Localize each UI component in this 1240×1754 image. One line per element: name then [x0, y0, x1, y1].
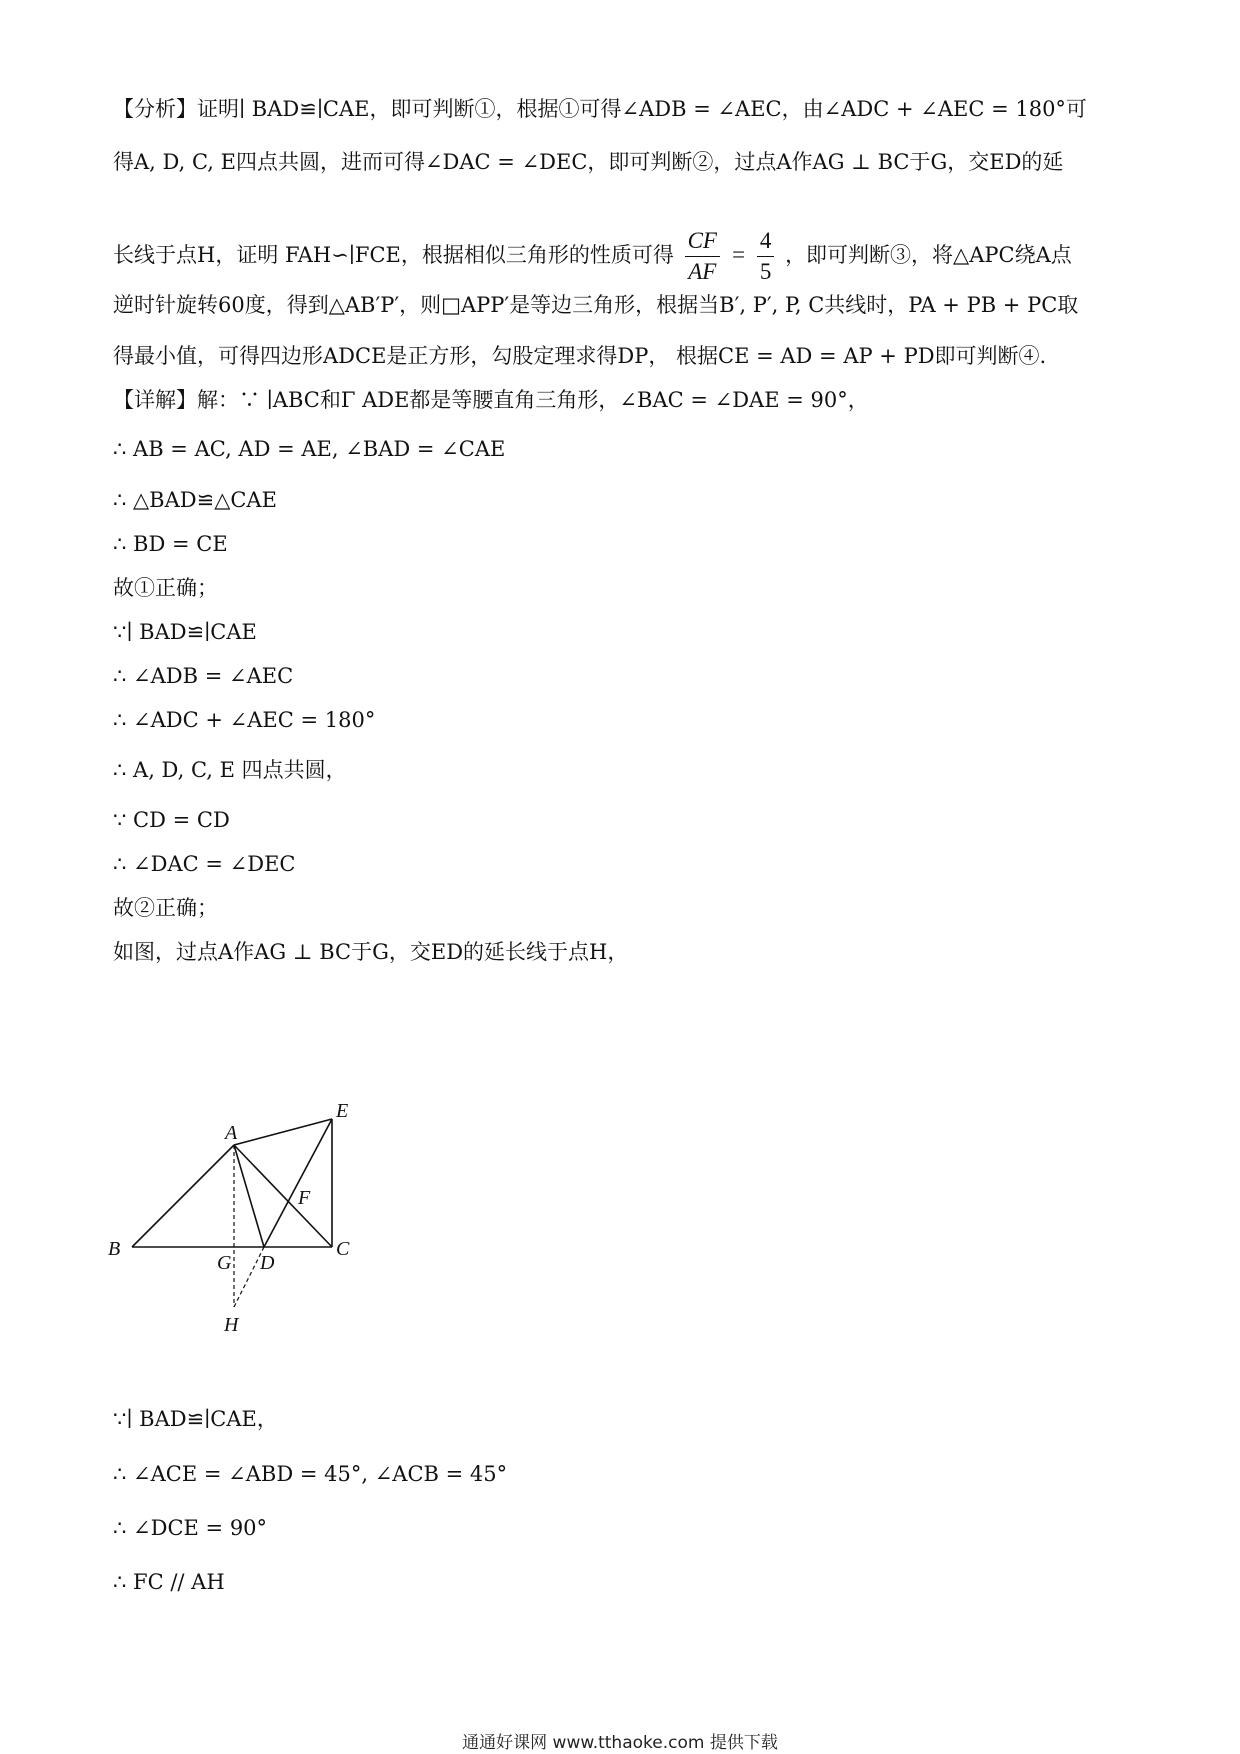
fraction-numerator: CF	[685, 226, 720, 257]
segment-AB	[132, 1145, 234, 1247]
analysis-line-4: 逆时针旋转60度，得到△AB′P′，则□APP′是等边三角形，根据当B′, P′, P, C共线时，PA + PB + PC取	[113, 293, 1079, 317]
segment-AE	[234, 1119, 332, 1145]
detail-step-2: ∴ △BAD≌△CAE	[113, 488, 277, 512]
detail-step-14: ∴ ∠ACE = ∠ABD = 45°, ∠ACB = 45°	[113, 1462, 508, 1486]
analysis-line-3-text: 长线于点H，证明 FAH∽∣FCE，根据相似三角形的性质可得	[113, 243, 674, 267]
label-F: F	[298, 1187, 311, 1209]
label-A: A	[225, 1122, 238, 1144]
label-E: E	[336, 1100, 349, 1122]
label-H: H	[224, 1314, 239, 1336]
detail-step-15: ∴ ∠DCE = 90°	[113, 1516, 268, 1540]
detail-step-13: ∵∣ BAD≌∣CAE，	[113, 1407, 278, 1431]
analysis-line-5: 得最小值，可得四边形ADCE是正方形，勾股定理求得DP， 根据CE = AD = AP + PD即可判断④.	[113, 344, 1047, 368]
label-G: G	[217, 1252, 232, 1274]
analysis-line-2: 得A, D, C, E四点共圆，进而可得∠DAC = ∠DEC，即可判断②，过点A作AG ⊥ BC于G，交ED的延	[113, 150, 1064, 174]
detail-step-9: ∵ CD = CD	[113, 808, 230, 832]
detail-step-10: ∴ ∠DAC = ∠DEC	[113, 852, 296, 876]
analysis-line-1: 【分析】证明∣ BAD≌∣CAE，即可判断①，根据①可得∠ADB = ∠AEC，由∠ADC + ∠AEC = 180°可	[113, 97, 1087, 121]
segment-DE	[264, 1119, 332, 1247]
detail-step-8: ∴ A, D, C, E 四点共圆，	[113, 758, 347, 782]
detail-step-6: ∴ ∠ADB = ∠AEC	[113, 664, 294, 688]
fraction-cf-af	[685, 226, 720, 287]
geometry-figure	[100, 1095, 380, 1345]
detail-step-11: 故②正确；	[113, 896, 218, 920]
fraction-equals: =	[730, 242, 747, 267]
analysis-line-3-tail: ，即可判断③，将△APC绕A点	[785, 243, 1072, 267]
label-B: B	[108, 1238, 121, 1260]
detail-step-3: ∴ BD = CE	[113, 532, 228, 556]
detail-step-16: ∴ FC // AH	[113, 1570, 225, 1594]
footer-download-note: 通通好课网 www.tthaoke.com 提供下载	[462, 1733, 778, 1753]
label-D: D	[260, 1252, 275, 1274]
detail-step-5: ∵∣ BAD≌∣CAE	[113, 620, 257, 644]
detail-step-1: ∴ AB = AC, AD = AE, ∠BAD = ∠CAE	[113, 437, 506, 461]
fraction-denominator: AF	[688, 259, 717, 284]
detail-intro: 【详解】解：∵ ∣ABC和Γ ADE都是等腰直角三角形，∠BAC = ∠DAE = 90°，	[113, 388, 869, 412]
analysis-line-3	[113, 226, 1072, 287]
label-C: C	[336, 1238, 350, 1260]
detail-step-12: 如图，过点A作AG ⊥ BC于G，交ED的延长线于点H，	[113, 940, 629, 964]
fraction-four-fifths	[757, 226, 775, 287]
fraction-denominator-5: 5	[759, 259, 772, 284]
detail-step-4: 故①正确；	[113, 576, 218, 600]
detail-step-7: ∴ ∠ADC + ∠AEC = 180°	[113, 708, 376, 732]
fraction-numerator-4: 4	[757, 226, 775, 257]
